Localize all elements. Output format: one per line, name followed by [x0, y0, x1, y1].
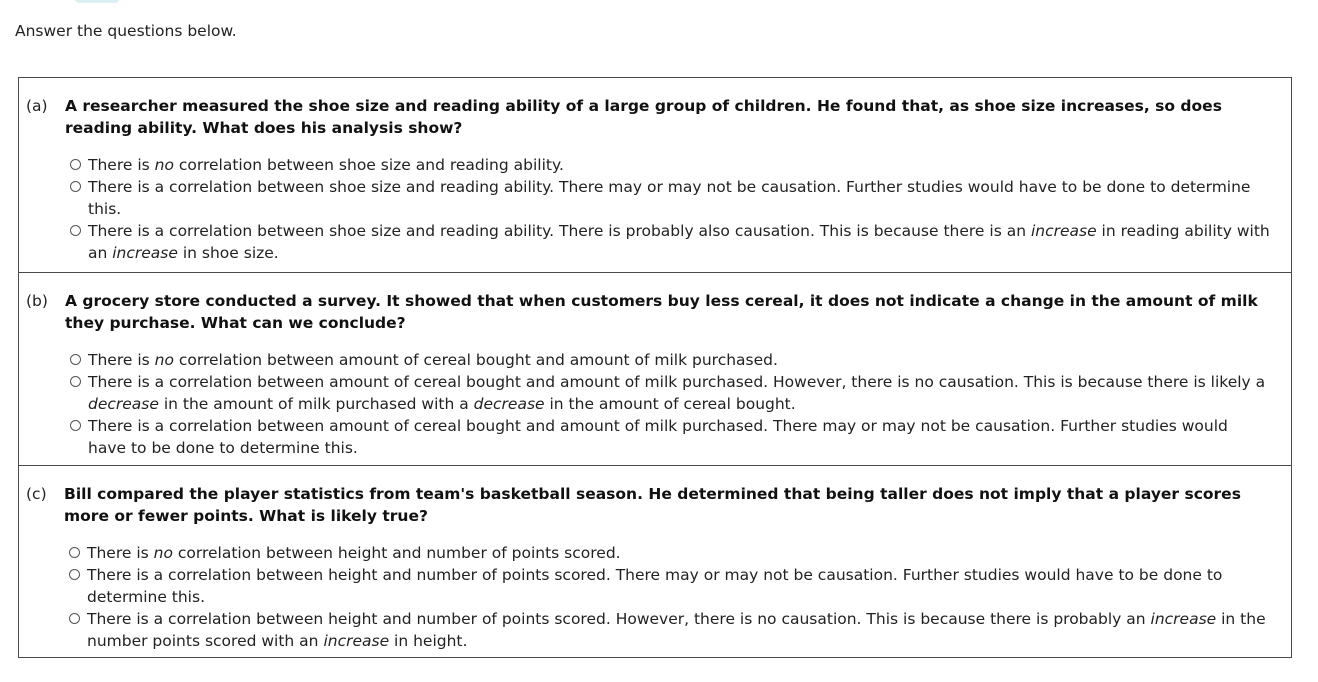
- radio-button[interactable]: [69, 613, 80, 624]
- questions-table: [18, 77, 1292, 658]
- radio-button[interactable]: [69, 569, 80, 580]
- question-a-options: [70, 154, 1270, 264]
- question-b-option-2[interactable]: There is a correlation between amount of cereal bought and amount of milk purchased. However, there is no causation. This is because there is likely a decrease in the amount of milk purchased with a decrease in the amount of cereal bought.: [70, 371, 1270, 415]
- question-c-prompt: Bill compared the player statistics from team's basketball season. He determined that being taller does not imply that a player scores more or fewer points. What is likely true?: [64, 485, 1241, 525]
- question-c-option-2[interactable]: There is a correlation between height and number of points scored. There may or may not be causation. Further studies would have to be done to determine this.: [69, 564, 1269, 608]
- question-c: [19, 465, 1291, 657]
- question-a-option-2[interactable]: There is a correlation between shoe size and reading ability. There may or may not be causation. Further studies would have to be done to determine this.: [70, 176, 1270, 220]
- instructions-text: Answer the questions below.: [15, 22, 237, 40]
- radio-button[interactable]: [69, 547, 80, 558]
- radio-button[interactable]: [70, 354, 81, 365]
- question-b-prompt: A grocery store conducted a survey. It showed that when customers buy less cereal, it does not indicate a change in the amount of milk they purchase. What can we conclude?: [65, 292, 1258, 332]
- question-a-option-1[interactable]: There is no correlation between shoe size and reading ability.: [70, 154, 1270, 176]
- question-a: [19, 78, 1291, 272]
- question-b-options: [70, 349, 1270, 459]
- radio-button[interactable]: [70, 159, 81, 170]
- radio-button[interactable]: [70, 376, 81, 387]
- question-c-option-3[interactable]: There is a correlation between height and number of points scored. However, there is no causation. This is because there is probably an increase in the number points scored with an increase in height.: [69, 608, 1269, 652]
- question-b-option-1[interactable]: There is no correlation between amount of cereal bought and amount of milk purchased.: [70, 349, 1270, 371]
- question-a-letter: (a): [26, 97, 48, 115]
- question-c-options: [69, 542, 1269, 652]
- question-a-prompt: A researcher measured the shoe size and reading ability of a large group of children. He found that, as shoe size increases, so does reading ability. What does his analysis show?: [65, 97, 1222, 137]
- question-a-option-3[interactable]: There is a correlation between shoe size and reading ability. There is probably also causation. This is because there is an increase in reading ability with an increase in shoe size.: [70, 220, 1270, 264]
- top-tab-decoration: [74, 0, 120, 3]
- question-b-letter: (b): [26, 292, 48, 310]
- question-b-option-3[interactable]: There is a correlation between amount of cereal bought and amount of milk purchased. There may or may not be causation. Further studies would have to be done to determine this.: [70, 415, 1270, 459]
- question-c-letter: (c): [26, 485, 47, 503]
- radio-button[interactable]: [70, 225, 81, 236]
- radio-button[interactable]: [70, 420, 81, 431]
- radio-button[interactable]: [70, 181, 81, 192]
- question-c-option-1[interactable]: There is no correlation between height and number of points scored.: [69, 542, 1269, 564]
- question-b: [19, 272, 1291, 465]
